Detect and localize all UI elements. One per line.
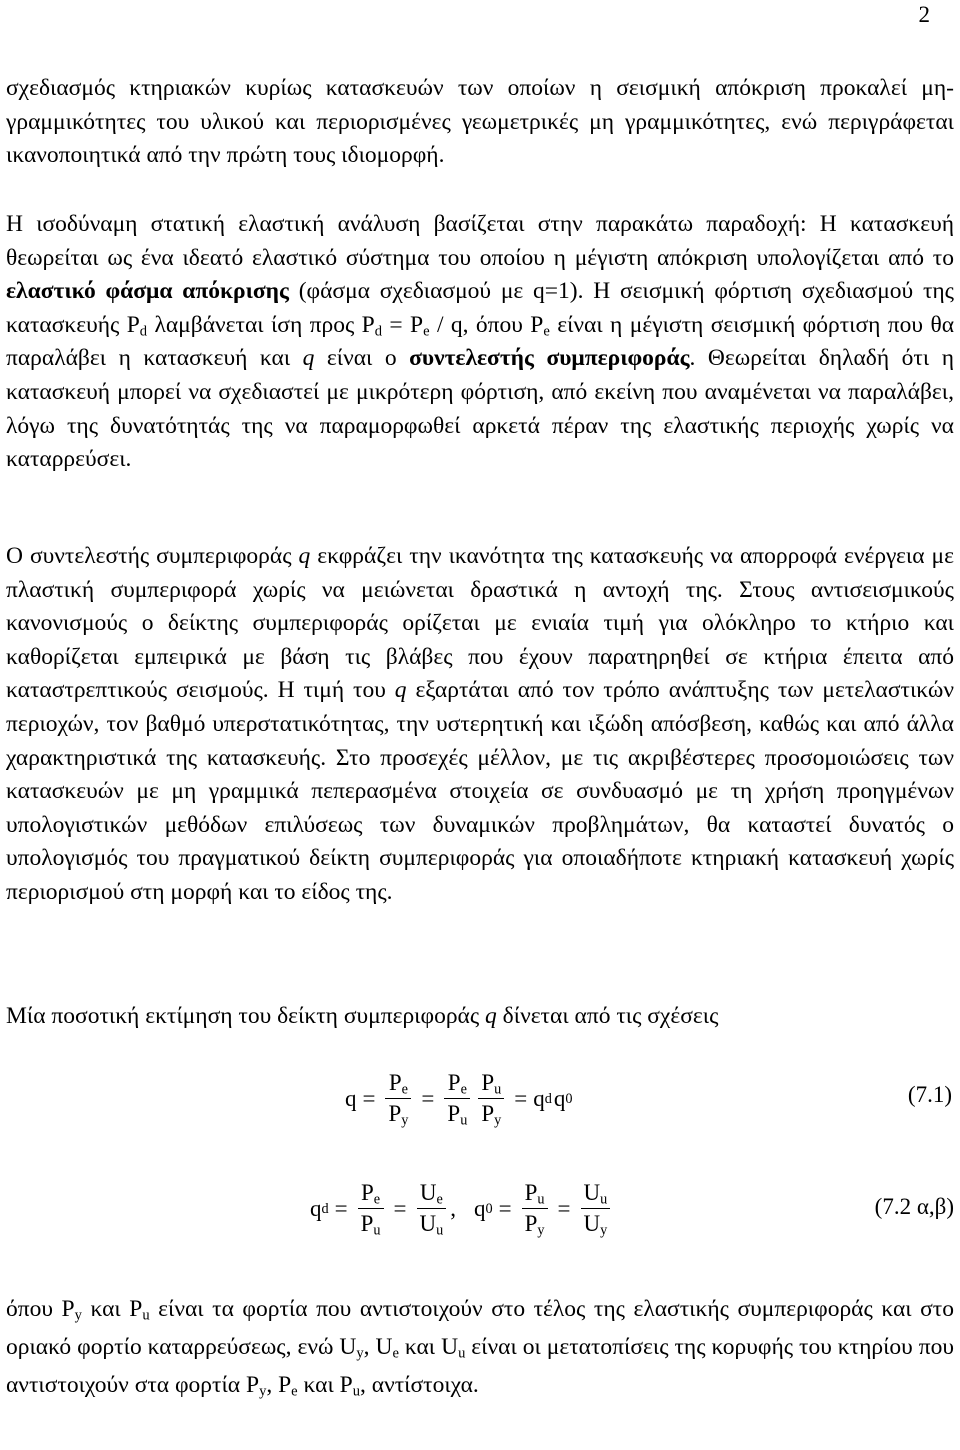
term-behaviour-factor: συντελεστής συμπεριφοράς bbox=[409, 345, 690, 372]
paragraph-behaviour-factor: Ο συντελεστής συμπεριφοράς q εκφράζει την ικανότητα της κατασκευής να απορροφά ενέργεια με πλαστική συμπεριφορά χωρίς να μειώνεται δραστικά η αντοχή της. Στους αντισεισμικούς κανονισμούς ο δείκτης συμπεριφοράς ορίζεται με ενιαία τιμή για ολόκληρο το κτήριο και καθορίζεται εμπειρικά με βάση τις βλάβες που έχουν παρατηρηθεί σε κτήρια έπειτα από καταστρεπτικούς σεισμούς. Η τιμή του q εξαρτάται από τον τρόπο ανάπτυξης των μετελαστικών περιοχών, τον βαθμό υπερστατικότητας, την υστερητική και ιξώδη απόσβεση, καθώς και από άλλα χαρακτηριστικά της κατασκευής. Στο προσεχές μέλλον, με τις ακριβέστερες προσομοιώσεις των κατασκευών με μη γραμμικά πεπερασμένα στοιχεία σε συνδυασμό με τη χρήση προηγμένων υπολογιστικών μεθόδων επιλύσεως των δυναμικών προβλημάτων, θα καταστεί δυνατός ο υπολογισμός του πραγματικού δείκτη συμπεριφοράς για οποιαδήποτε κτηριακή κατασκευή χωρίς περιορισμού στη μορφή και το είδος της. bbox=[6, 543, 955, 905]
paragraph-intro: σχεδιασμός κτηριακών κυρίως κατασκευών των οποίων η σεισμική απόκριση προκαλεί μη-γραμμικότητες του υλικού και περιορισμένες γεωμετρικές μη γραμμικότητες, ενώ περιγράφεται ικανοποιητικά από την πρώτη τους ιδιομορφή. bbox=[6, 75, 954, 169]
paragraph-equivalent-static-analysis: Η ισοδύναμη στατική ελαστική ανάλυση βασίζεται στην παρακάτω παραδοχή: Η κατασκευή θεωρείται ως ένα ιδεατό ελαστικό σύστημα του οποίου η μέγιστη απόκριση υπολογίζεται από το ελαστικό φάσμα απόκρισης (φάσμα σχεδιασμού με q=1). Η σεισμική φόρτιση σχεδιασμού της κατασκευής $P_d$ λαμβάνεται ίση προς $P_d = P_e / q$, όπου $P_e$ είναι η μέγιστη σεισμική φόρτιση που θα παραλάβει η κατασκευή και q είναι ο συντελεστής συμπεριφοράς. Θεωρείται δηλαδή ότι η κατασκευή μπορεί να σχεδιαστεί με μικρότερη φόρτιση, από εκείνη που αναμένεται να παραλάβει, λόγω της δυνατότητάς της να παραμορφωθεί αρκετά πέραν της ελαστικής περιοχής χωρίς να καταρρεύσει. bbox=[6, 211, 955, 473]
paragraph-definitions: όπου $P_y$ και $P_u$ είναι τα φορτία που αντιστοιχούν στο τέλος της ελαστικής συμπεριφοράς και στο οριακό φορτίο καταρρεύσεως, ενώ $U_y$, $U_e$ και $U_u$ είναι οι μετατοπίσεις της κορυφής του κτηρίου που αντιστοιχούν στα φορτία $P_y$, $P_e$ και $P_u$, αντίστοιχα. bbox=[6, 1296, 954, 1400]
equation-7-1: q = $\frac{P_e}{P_y}$ = $\frac{P_e}{P_u}$ $\frac{P_u}{P_y}$ = q d q 0 bbox=[345, 1070, 573, 1129]
page-number: 2 bbox=[918, 2, 930, 27]
equation-label-7-2: (7.2 α,β) bbox=[874, 1194, 954, 1219]
equation-7-2: q d = $\frac{P_e}{P_u}$ = $\frac{U_e}{U_u}$ , q 0 = $\frac{P_u}{P_y}$ = $\frac{U_u}{U_y}$ bbox=[310, 1178, 614, 1239]
inline-formula-pd: $P_d = P_e / q$ bbox=[361, 311, 463, 340]
equation-label-7-1: (7.1) bbox=[907, 1082, 952, 1107]
paragraph-estimate: Μία ποσοτική εκτίμηση του δείκτη συμπεριφοράς q δίνεται από τις σχέσεις bbox=[6, 1003, 719, 1029]
term-elastic-spectrum: ελαστικό φάσμα απόκρισης bbox=[6, 278, 289, 305]
